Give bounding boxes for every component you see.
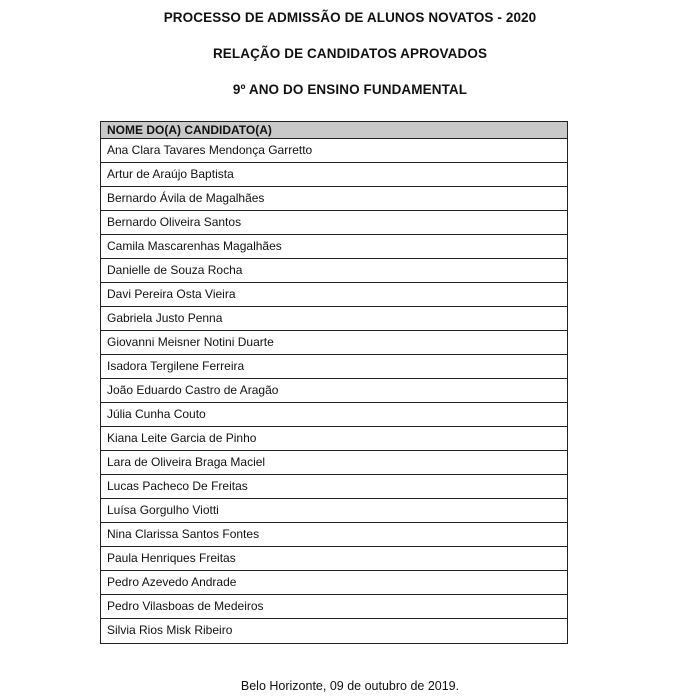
document-title: PROCESSO DE ADMISSÃO DE ALUNOS NOVATOS - 2020: [163, 10, 537, 25]
place-and-date: Belo Horizonte, 09 de outubro de 2019.: [240, 679, 460, 693]
table-row: Lara de Oliveira Braga Maciel: [101, 451, 567, 475]
table-row: Júlia Cunha Couto: [101, 403, 567, 427]
table-row: Luísa Gorgulho Viotti: [101, 499, 567, 523]
table-row: Kiana Leite Garcia de Pinho: [101, 427, 567, 451]
table-body: [101, 139, 567, 643]
approved-candidates-table: [100, 121, 568, 644]
table-row: Paula Henriques Freitas: [101, 547, 567, 571]
table-row: Lucas Pacheco De Freitas: [101, 475, 567, 499]
table-row: Pedro Azevedo Andrade: [101, 571, 567, 595]
table-row: Camila Mascarenhas Magalhães: [101, 235, 567, 259]
table-row: Silvia Rios Misk Ribeiro: [107, 623, 233, 637]
table-row: Ana Clara Tavares Mendonça Garretto: [101, 139, 567, 163]
grade-level-heading: 9º ANO DO ENSINO FUNDAMENTAL: [232, 82, 468, 97]
table-row: Bernardo Ávila de Magalhães: [101, 187, 567, 211]
table-row: Nina Clarissa Santos Fontes: [101, 523, 567, 547]
table-header-candidate-name: NOME DO(A) CANDIDATO(A): [101, 122, 567, 139]
table-row: Artur de Araújo Baptista: [101, 163, 567, 187]
table-row: Isadora Tergilene Ferreira: [101, 355, 567, 379]
table-row: Giovanni Meisner Notini Duarte: [101, 331, 567, 355]
table-row: Danielle de Souza Rocha: [101, 259, 567, 283]
table-row: Gabriela Justo Penna: [101, 307, 567, 331]
document-subtitle: RELAÇÃO DE CANDIDATOS APROVADOS: [212, 46, 488, 61]
table-row: João Eduardo Castro de Aragão: [101, 379, 567, 403]
table-row: Pedro Vilasboas de Medeiros: [101, 595, 567, 619]
table-row: Davi Pereira Osta Vieira: [101, 283, 567, 307]
table-row: Bernardo Oliveira Santos: [101, 211, 567, 235]
